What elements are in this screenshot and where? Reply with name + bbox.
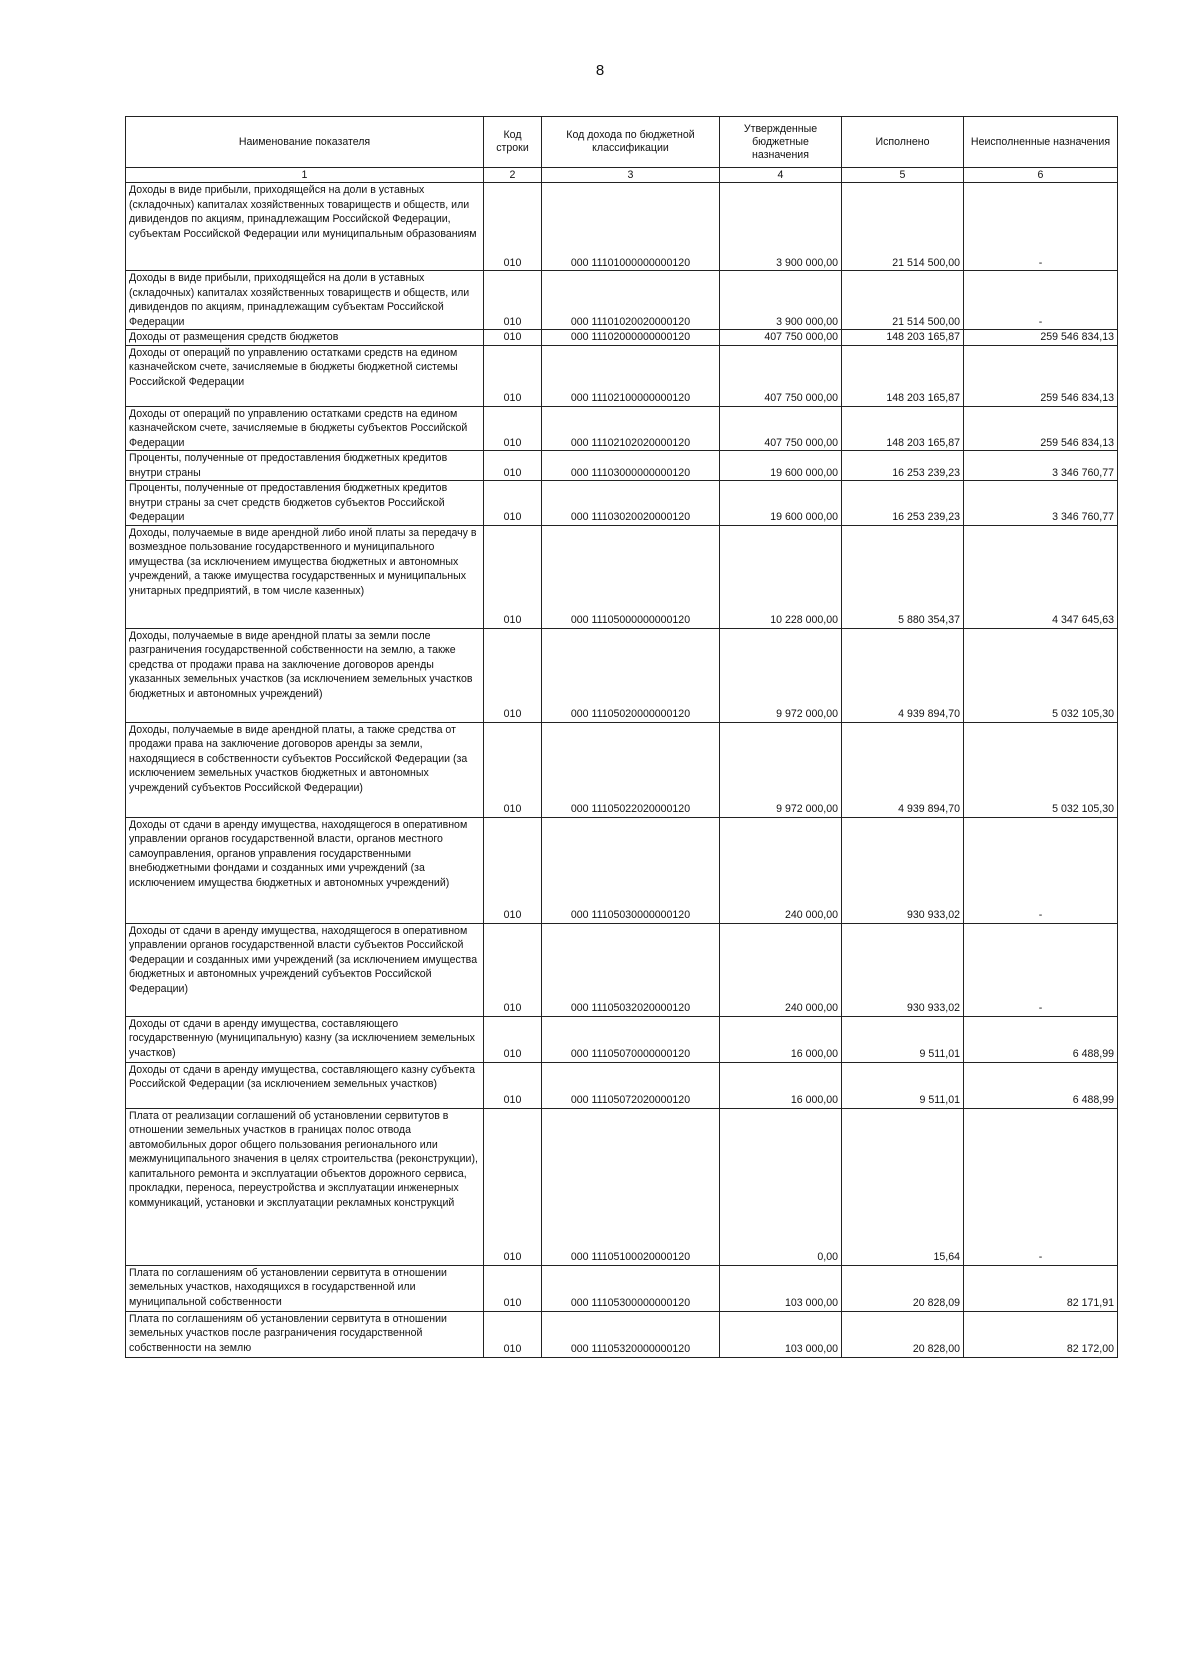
row-executed: 148 203 165,87 — [842, 406, 964, 451]
row-executed: 148 203 165,87 — [842, 345, 964, 406]
header-executed: Исполнено — [842, 117, 964, 168]
row-approved: 103 000,00 — [720, 1265, 842, 1311]
row-classification-code: 000 11105000000000120 — [542, 525, 720, 628]
header-classification: Код дохода по бюджетной классификации — [542, 117, 720, 168]
row-classification-code: 000 11105070000000120 — [542, 1016, 720, 1062]
row-executed: 5 880 354,37 — [842, 525, 964, 628]
table-row — [126, 722, 1118, 817]
row-approved: 19 600 000,00 — [720, 481, 842, 526]
row-code: 010 — [484, 481, 542, 526]
row-code: 010 — [484, 628, 542, 722]
row-unexecuted: 4 347 645,63 — [964, 525, 1118, 628]
row-code: 010 — [484, 923, 542, 1016]
row-executed: 9 511,01 — [842, 1062, 964, 1108]
row-name: Доходы, получаемые в виде арендной платы, а также средства от продажи права на заключение договоров аренды за земли, находящиеся в собственности субъектов Российской Федерации (за исключением земельных участков бюджетных и автономных учреждений субъектов Российской Федерации) — [126, 722, 484, 817]
table-row — [126, 345, 1118, 406]
row-code: 010 — [484, 406, 542, 451]
row-classification-code: 000 11105072020000120 — [542, 1062, 720, 1108]
row-classification-code: 000 11105100020000120 — [542, 1108, 720, 1265]
column-number: 5 — [842, 168, 964, 183]
table-row — [126, 406, 1118, 451]
row-name: Плата по соглашениям об установлении сервитута в отношении земельных участков, находящихся в государственной или муниципальной собственности — [126, 1265, 484, 1311]
header-approved: Утвержденные бюджетные назначения — [720, 117, 842, 168]
row-code: 010 — [484, 1311, 542, 1357]
row-executed: 4 939 894,70 — [842, 722, 964, 817]
table-row — [126, 817, 1118, 923]
row-executed: 4 939 894,70 — [842, 628, 964, 722]
row-name: Проценты, полученные от предоставления бюджетных кредитов внутри страны — [126, 451, 484, 481]
table-row — [126, 183, 1118, 271]
table-row — [126, 1062, 1118, 1108]
row-unexecuted: - — [964, 817, 1118, 923]
row-name: Плата по соглашениям об установлении сервитута в отношении земельных участков после разграничения государственной собственности на землю — [126, 1311, 484, 1357]
row-unexecuted: - — [964, 271, 1118, 330]
row-unexecuted: 5 032 105,30 — [964, 628, 1118, 722]
table-row — [126, 1311, 1118, 1357]
row-code: 010 — [484, 1062, 542, 1108]
row-unexecuted: 3 346 760,77 — [964, 481, 1118, 526]
row-code: 010 — [484, 183, 542, 271]
row-unexecuted: 82 172,00 — [964, 1311, 1118, 1357]
header-unexecuted: Неисполненные назначения — [964, 117, 1118, 168]
row-name: Доходы в виде прибыли, приходящейся на доли в уставных (складочных) капиталах хозяйственных товариществ и обществ, или дивидендов по акциям, принадлежащим субъектам Российской Федерации — [126, 271, 484, 330]
row-code: 010 — [484, 271, 542, 330]
table-row — [126, 1016, 1118, 1062]
header-row — [126, 117, 1118, 168]
row-approved: 240 000,00 — [720, 817, 842, 923]
row-classification-code: 000 11105022020000120 — [542, 722, 720, 817]
row-classification-code: 000 11103020020000120 — [542, 481, 720, 526]
row-unexecuted: 6 488,99 — [964, 1062, 1118, 1108]
row-name: Доходы от операций по управлению остатками средств на едином казначейском счете, зачисляемые в бюджеты субъектов Российской Федерации — [126, 406, 484, 451]
row-code: 010 — [484, 1108, 542, 1265]
row-executed: 16 253 239,23 — [842, 451, 964, 481]
row-executed: 9 511,01 — [842, 1016, 964, 1062]
row-classification-code: 000 11101000000000120 — [542, 183, 720, 271]
row-executed: 148 203 165,87 — [842, 330, 964, 346]
row-classification-code: 000 11105030000000120 — [542, 817, 720, 923]
row-approved: 3 900 000,00 — [720, 271, 842, 330]
row-executed: 20 828,09 — [842, 1265, 964, 1311]
row-approved: 9 972 000,00 — [720, 628, 842, 722]
row-executed: 930 933,02 — [842, 817, 964, 923]
row-approved: 9 972 000,00 — [720, 722, 842, 817]
table-row — [126, 1265, 1118, 1311]
row-classification-code: 000 11101020020000120 — [542, 271, 720, 330]
row-approved: 19 600 000,00 — [720, 451, 842, 481]
column-number: 6 — [964, 168, 1118, 183]
row-approved: 10 228 000,00 — [720, 525, 842, 628]
row-classification-code: 000 11102000000000120 — [542, 330, 720, 346]
row-approved: 16 000,00 — [720, 1016, 842, 1062]
row-code: 010 — [484, 1016, 542, 1062]
row-code: 010 — [484, 330, 542, 346]
table-row — [126, 481, 1118, 526]
row-name: Доходы от сдачи в аренду имущества, находящегося в оперативном управлении органов государственной власти, органов местного самоуправления, органов управления государственными внебюджетными фондами и созданных ими учреждений (за исключением имущества бюджетных и автономных учреждений) — [126, 817, 484, 923]
row-name: Доходы от сдачи в аренду имущества, составляющего государственную (муниципальную) казну (за исключением земельных участков) — [126, 1016, 484, 1062]
row-code: 010 — [484, 451, 542, 481]
row-approved: 0,00 — [720, 1108, 842, 1265]
table-row — [126, 923, 1118, 1016]
row-approved: 16 000,00 — [720, 1062, 842, 1108]
column-number: 3 — [542, 168, 720, 183]
row-name: Проценты, полученные от предоставления бюджетных кредитов внутри страны за счет средств бюджетов субъектов Российской Федерации — [126, 481, 484, 526]
row-name: Плата от реализации соглашений об установлении сервитутов в отношении земельных участков в границах полос отвода автомобильных дорог общего пользования регионального или межмуниципального значения в целях строительства (реконструкции), капитального ремонта и эксплуатации объектов дорожного сервиса, прокладки, переноса, переустройства и эксплуатации инженерных коммуникаций, установки и эксплуатации рекламных конструкций — [126, 1108, 484, 1265]
row-executed: 21 514 500,00 — [842, 271, 964, 330]
row-executed: 21 514 500,00 — [842, 183, 964, 271]
row-name: Доходы от сдачи в аренду имущества, находящегося в оперативном управлении органов государственной власти субъектов Российской Федерации и созданных ими учреждений (за исключением имущества бюджетных и автономных учреждений субъектов Российской Федерации) — [126, 923, 484, 1016]
row-approved: 407 750 000,00 — [720, 330, 842, 346]
row-classification-code: 000 11105032020000120 — [542, 923, 720, 1016]
column-number: 1 — [126, 168, 484, 183]
table-row — [126, 451, 1118, 481]
row-code: 010 — [484, 525, 542, 628]
column-number: 4 — [720, 168, 842, 183]
row-name: Доходы, получаемые в виде арендной платы за земли после разграничения государственной собственности на землю, а также средства от продажи права на заключение договоров аренды указанных земельных участков (за исключением земельных участков бюджетных и автономных учреждений) — [126, 628, 484, 722]
row-unexecuted: 259 546 834,13 — [964, 406, 1118, 451]
row-unexecuted: - — [964, 183, 1118, 271]
row-approved: 407 750 000,00 — [720, 406, 842, 451]
row-unexecuted: 259 546 834,13 — [964, 330, 1118, 346]
row-unexecuted: 259 546 834,13 — [964, 345, 1118, 406]
header-name: Наименование показателя — [126, 117, 484, 168]
column-number: 2 — [484, 168, 542, 183]
row-approved: 407 750 000,00 — [720, 345, 842, 406]
row-code: 010 — [484, 817, 542, 923]
row-unexecuted: - — [964, 1108, 1118, 1265]
row-classification-code: 000 11105300000000120 — [542, 1265, 720, 1311]
row-unexecuted: 6 488,99 — [964, 1016, 1118, 1062]
row-executed: 930 933,02 — [842, 923, 964, 1016]
row-code: 010 — [484, 1265, 542, 1311]
row-name: Доходы от сдачи в аренду имущества, составляющего казну субъекта Российской Федерации (за исключением земельных участков) — [126, 1062, 484, 1108]
row-unexecuted: - — [964, 923, 1118, 1016]
row-unexecuted: 5 032 105,30 — [964, 722, 1118, 817]
row-executed: 15,64 — [842, 1108, 964, 1265]
row-unexecuted: 82 171,91 — [964, 1265, 1118, 1311]
row-classification-code: 000 11105020000000120 — [542, 628, 720, 722]
row-executed: 16 253 239,23 — [842, 481, 964, 526]
row-approved: 103 000,00 — [720, 1311, 842, 1357]
header-code: Код строки — [484, 117, 542, 168]
table-row — [126, 628, 1118, 722]
table-row — [126, 330, 1118, 346]
row-name: Доходы от операций по управлению остатками средств на едином казначейском счете, зачисляемые в бюджеты бюджетной системы Российской Федерации — [126, 345, 484, 406]
row-name: Доходы, получаемые в виде арендной либо иной платы за передачу в возмездное пользование государственного и муниципального имущества (за исключением имущества бюджетных и автономных учреждений, а также имущества государственных и муниципальных унитарных предприятий, в том числе казенных) — [126, 525, 484, 628]
row-classification-code: 000 11102100000000120 — [542, 345, 720, 406]
row-code: 010 — [484, 345, 542, 406]
row-classification-code: 000 11105320000000120 — [542, 1311, 720, 1357]
row-name: Доходы от размещения средств бюджетов — [126, 330, 484, 346]
table-row — [126, 525, 1118, 628]
row-approved: 240 000,00 — [720, 923, 842, 1016]
row-classification-code: 000 11102102020000120 — [542, 406, 720, 451]
row-code: 010 — [484, 722, 542, 817]
budget-report-table — [125, 116, 1118, 1358]
row-unexecuted: 3 346 760,77 — [964, 451, 1118, 481]
row-classification-code: 000 11103000000000120 — [542, 451, 720, 481]
table-row — [126, 1108, 1118, 1265]
table-row — [126, 271, 1118, 330]
column-number-row — [126, 168, 1118, 183]
row-executed: 20 828,00 — [842, 1311, 964, 1357]
row-approved: 3 900 000,00 — [720, 183, 842, 271]
row-name: Доходы в виде прибыли, приходящейся на доли в уставных (складочных) капиталах хозяйственных товариществ и обществ, или дивидендов по акциям, принадлежащим Российской Федерации, субъектам Российской Федерации или муниципальным образованиям — [126, 183, 484, 271]
page-number: 8 — [595, 62, 605, 79]
